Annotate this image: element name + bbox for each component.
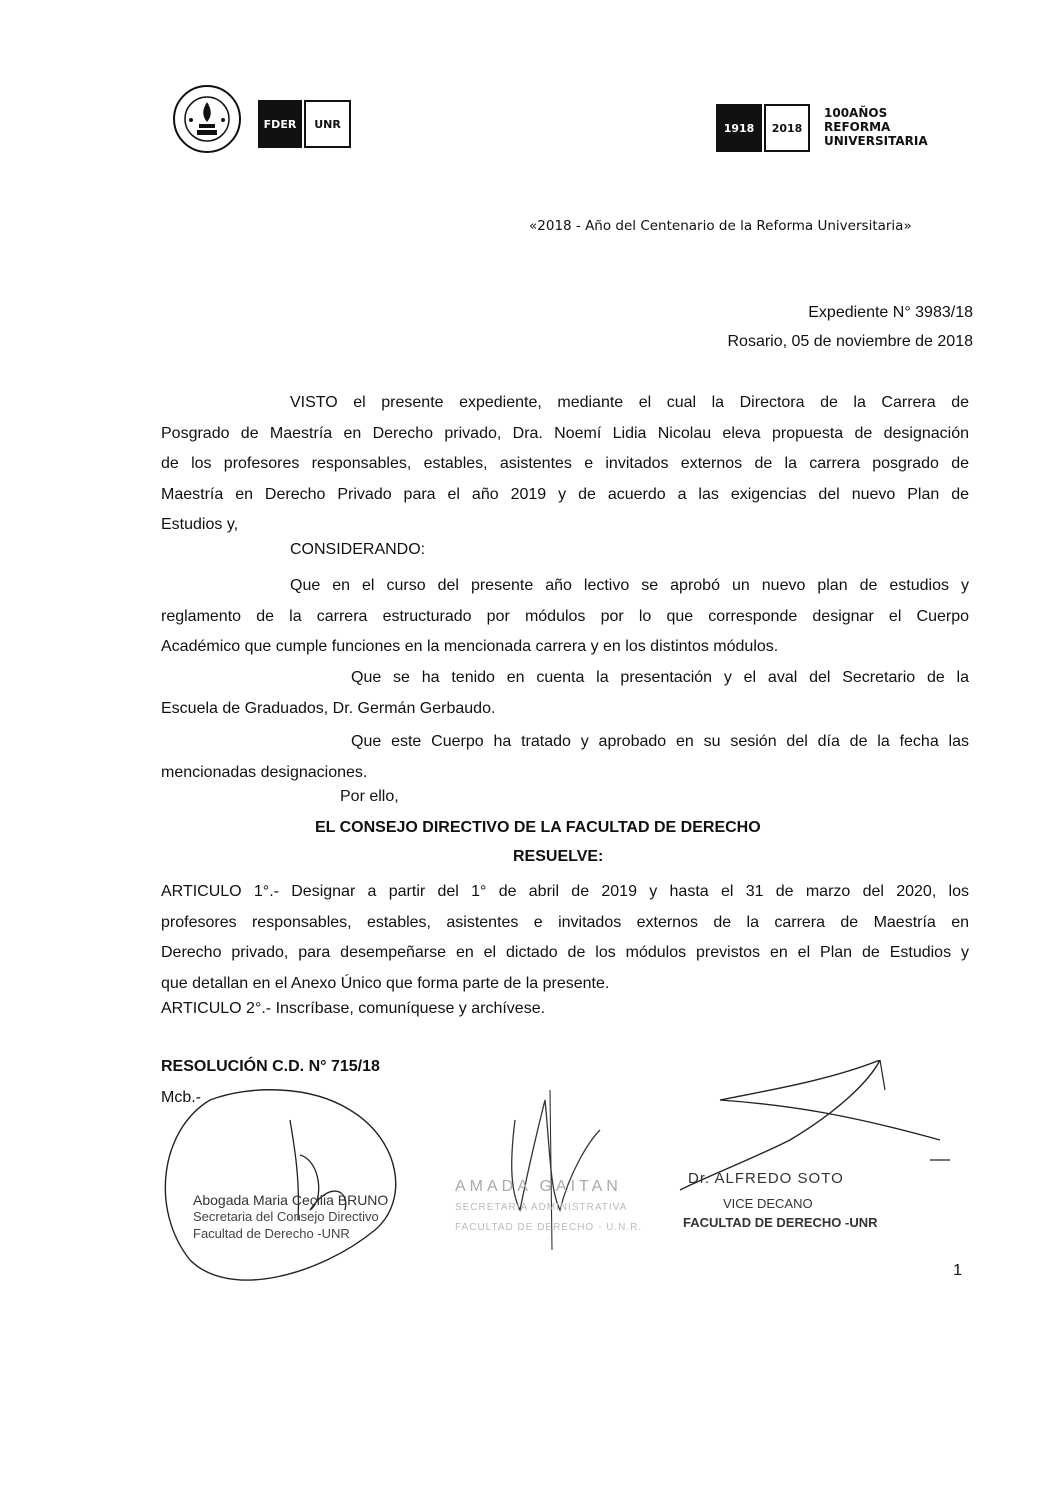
visto-line: Maestría en Derecho Privado para el año 2019 y de acuerdo a las exigencias del nuevo Plan de xyxy=(161,485,969,503)
unr-logo: UNR xyxy=(304,100,351,148)
considerando-line: Que se ha tenido en cuenta la presentación y el aval del Secretario de la xyxy=(351,669,969,686)
reforma-line: UNIVERSITARIA xyxy=(824,134,928,148)
signatures-drawing xyxy=(150,1060,970,1290)
signature-right-org: FACULTAD DE DERECHO -UNR xyxy=(683,1215,878,1230)
reforma-line: REFORMA xyxy=(824,120,891,134)
considerando-line: mencionadas designaciones. xyxy=(161,763,368,781)
place-date: Rosario, 05 de noviembre de 2018 xyxy=(727,333,973,350)
visto-line: Estudios y, xyxy=(161,516,239,533)
resolucion-number: RESOLUCIÓN C.D. N° 715/18 xyxy=(161,1058,380,1075)
considerando-line: Que este Cuerpo ha tratado y aprobado en su sesión del día de la fecha las xyxy=(351,733,969,750)
signature-middle-name: AMADA GAITAN xyxy=(455,1178,622,1195)
considerando-heading: CONSIDERANDO: xyxy=(290,541,426,558)
considerando-line: reglamento de la carrera estructurado por módulos por lo que corresponde designar el Cuerpo xyxy=(161,607,969,625)
visto-line: de los profesores responsables, estables, asistentes e invitados externos de la carrera posgrado de xyxy=(161,455,969,472)
consejo-heading: EL CONSEJO DIRECTIVO DE LA FACULTAD DE DERECHO xyxy=(315,819,761,836)
reforma-line: 100AÑOS xyxy=(824,106,888,120)
considerando-3 xyxy=(161,727,969,788)
signature-right-name: Dr. ALFREDO SOTO xyxy=(688,1170,844,1187)
signature-middle-org: FACULTAD DE DERECHO - U.N.R. xyxy=(455,1222,643,1233)
articulo-line: ARTICULO 1°.- Designar a partir del 1° de abril de 2019 y hasta el 31 de marzo del 2020, los xyxy=(161,883,969,900)
articulo-1 xyxy=(161,877,969,999)
initials: Mcb.- xyxy=(161,1089,201,1106)
considerando-line: Que en el curso del presente año lectivo se aprobó un nuevo plan de estudios y xyxy=(290,577,969,594)
university-seal-logo xyxy=(172,84,242,154)
articulo-2: ARTICULO 2°.- Inscríbase, comuníquese y archívese. xyxy=(161,1000,546,1017)
considerando-1 xyxy=(161,571,969,663)
reforma-universitaria-logo xyxy=(824,106,928,148)
articulo-line: profesores responsables, estables, asistentes e invitados externos de la carrera de Maestría en xyxy=(161,913,969,931)
considerando-line: Académico que cumple funciones en la mencionada carrera y en los distintos módulos. xyxy=(161,638,779,655)
fder-logo: FDER xyxy=(258,100,302,148)
signature-left-title: Secretaria del Consejo Directivo xyxy=(193,1209,379,1224)
signature-middle-title: SECRETARIA ADMINISTRATIVA xyxy=(455,1202,628,1213)
considerando-2 xyxy=(161,663,969,724)
resuelve-heading: RESUELVE: xyxy=(513,848,604,865)
articulo-line: Derecho privado, para desempeñarse en el dictado de los módulos previstos en el Plan de Estudios y xyxy=(161,944,969,961)
por-ello: Por ello, xyxy=(340,788,399,805)
signature-right-title: VICE DECANO xyxy=(723,1196,813,1211)
articulo-line: que detallan en el Anexo Único que forma parte de la presente. xyxy=(161,974,610,992)
visto-paragraph xyxy=(161,388,969,541)
expediente-number: Expediente N° 3983/18 xyxy=(808,304,973,321)
page-number: 1 xyxy=(953,1262,962,1279)
visto-line: Posgrado de Maestría en Derecho privado, Dra. Noemí Lidia Nicolau eleva propuesta de designación xyxy=(161,424,969,442)
year-motto: «2018 - Año del Centenario de la Reforma Universitaria» xyxy=(529,218,912,234)
signature-left-name: Abogada Maria Cecilia BRUNO xyxy=(193,1192,389,1208)
signature-left-org: Facultad de Derecho -UNR xyxy=(193,1226,350,1241)
visto-line: VISTO el presente expediente, mediante el cual la Directora de la Carrera de xyxy=(290,394,969,411)
year-1918-logo: 1918 xyxy=(716,104,762,152)
year-2018-logo: 2018 xyxy=(764,104,810,152)
considerando-line: Escuela de Graduados, Dr. Germán Gerbaudo. xyxy=(161,699,496,717)
